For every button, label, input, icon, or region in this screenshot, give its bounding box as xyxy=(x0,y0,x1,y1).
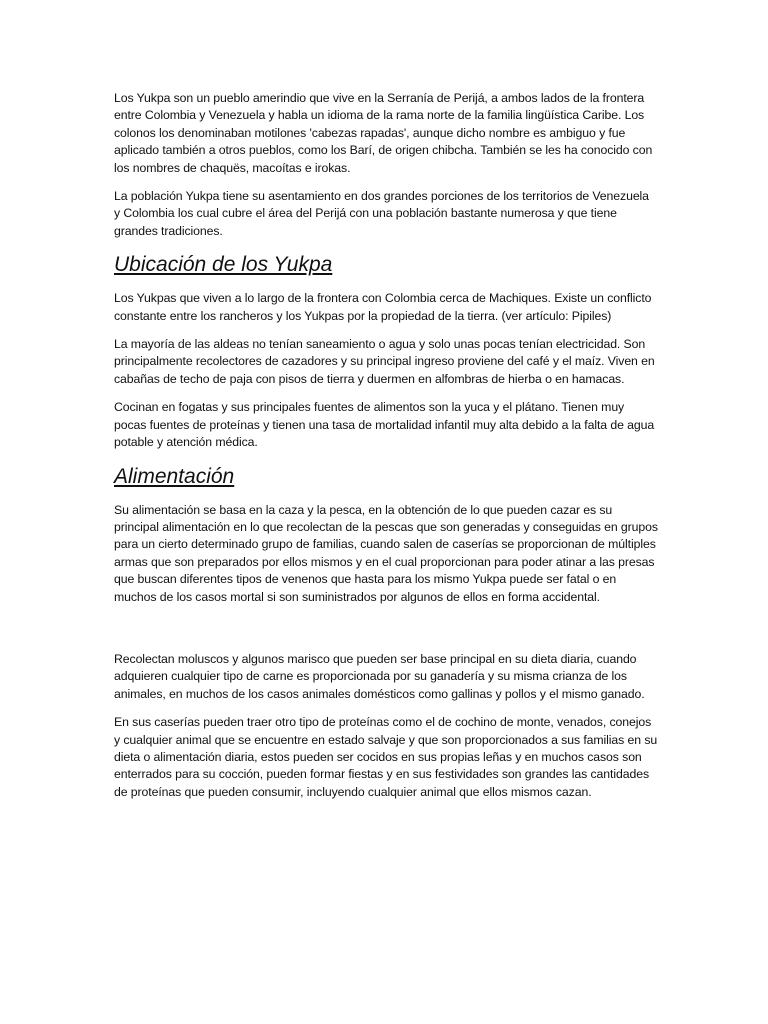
ubicacion-paragraph-1: Los Yukpas que viven a lo largo de la frontera con Colombia cerca de Machiques. Existe un conflicto constante entre los rancheros y los Yukpas por la propiedad de la tierra. (ver artículo: Pipiles) xyxy=(114,291,652,323)
alimentacion-paragraph-1: Su alimentación se basa en la caza y la pesca, en la obtención de lo que pueden cazar es su principal alimentación en lo que recolectan de la pescas que son generadas y conseguidas en grupos para un cierto determinado grupo de familias, cuando salen de caserías se proporcionan de múltiples armas que son preparados por ellos mismos y en el cual proporcionan para poder atinar a las presas que buscan diferentes tipos de venenos que hasta para los mismo Yukpa puede ser fatal o en muchos de los casos mortal si son suministrados por algunos de ellos en forma accidental. xyxy=(114,502,658,604)
section-heading-ubicacion: Ubicación de los Yukpa xyxy=(114,253,333,277)
blank-line-gap xyxy=(114,617,658,651)
alimentacion-paragraph-3: En sus caserías pueden traer otro tipo de proteínas como el de cochino de monte, venados, conejos y cualquier animal que se encuentre en estado salvaje y que son proporcionados a sus familias en su dieta o alimentación diaria, estos pueden ser cocidos en sus propias leñas y en muchos casos son enterrados para su cocción, pueden formar fiestas y en sus festividades son grandes las cantidades de proteínas que pueden consumir, incluyendo cualquier animal que ellos mismos cazan. xyxy=(114,715,658,799)
intro-paragraph-2: La población Yukpa tiene su asentamiento en dos grandes porciones de los territorios de Venezuela y Colombia los cual cubre el área del Perijá con una población bastante numerosa y que tiene grandes tradiciones. xyxy=(114,189,649,238)
intro-paragraph-1: Los Yukpa son un pueblo amerindio que vive en la Serranía de Perijá, a ambos lados de la frontera entre Colombia y Venezuela y habla un idioma de la rama norte de la familia lingüística Caribe. Los colonos los denominaban motilones 'cabezas rapadas', aunque dicho nombre es ambiguo y fue aplicado también a otros pueblos, como los Barí, de origen chibcha. También se les ha conocido con los nombres de chaquës, macoítas e irokas. xyxy=(114,91,653,175)
ubicacion-paragraph-2: La mayoría de las aldeas no tenían saneamiento o agua y solo unas pocas tenían electricidad. Son principalmente recolectores de cazadores y su principal ingreso proviene del café y el maíz. Viven en cabañas de techo de paja con pisos de tierra y duermen en alfombras de hierba o en hamacas. xyxy=(114,337,655,386)
alimentacion-paragraph-2: Recolectan moluscos y algunos marisco que pueden ser base principal en su dieta diaria, cuando adquieren cualquier tipo de carne es proporcionada por su ganadería y su misma crianza de los animales, en muchos de los casos animales domésticos como gallinas y pollos y el mismo ganado. xyxy=(114,651,645,701)
ubicacion-paragraph-3: Cocinan en fogatas y sus principales fuentes de alimentos son la yuca y el plátano. Tienen muy pocas fuentes de proteínas y tienen una tasa de mortalidad infantil muy alta debido a la falta de agua potable y atención médica. xyxy=(114,400,655,450)
document-page xyxy=(114,90,658,812)
section-heading-alimentacion: Alimentación xyxy=(114,464,235,488)
